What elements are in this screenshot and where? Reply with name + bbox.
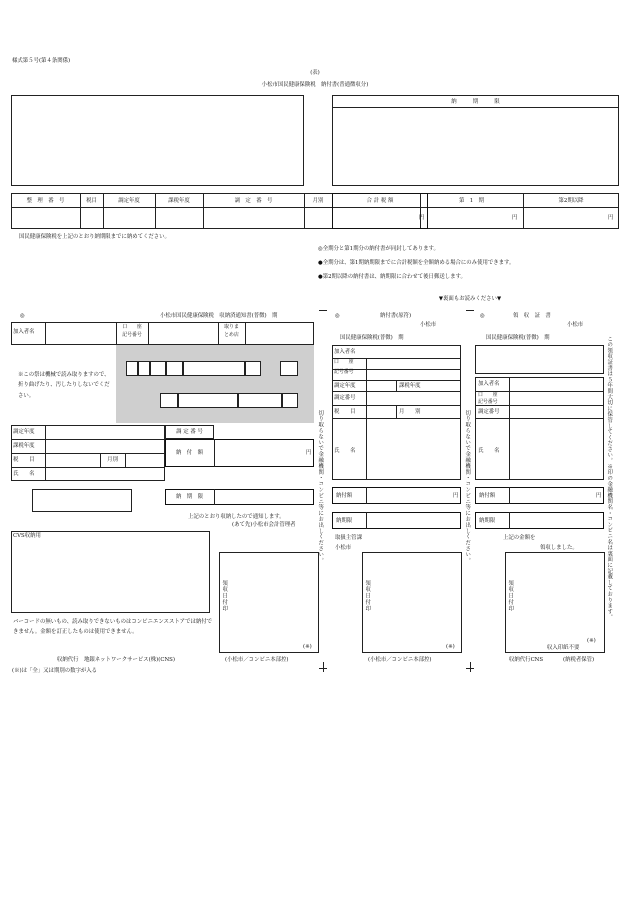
sec1-star: (※) xyxy=(303,644,312,650)
th-month: 月別 xyxy=(312,198,324,204)
sec1-title: 小松市国民健康保険税 収納済通知書(普徴) 期 xyxy=(160,313,278,319)
scan-note: ※この祭は機械で読み取りますので、折り曲げたり、汚したりしないでください。 xyxy=(18,372,110,399)
sec2-stamp-box xyxy=(362,552,462,653)
note-2: ●全期分は、第1期納期限までに合計税額を全額納める場合にのみ使用できます。 xyxy=(318,260,515,266)
sec2-name: 氏 名 xyxy=(334,448,356,454)
due-date-box xyxy=(332,95,619,186)
cvs-label: CVS収納用 xyxy=(13,533,41,539)
sec2-month: 月 別 xyxy=(399,409,421,415)
pay-notice: 国民健康保険税を上記のとおり納期限までに納めてください。 xyxy=(19,234,170,240)
sec2-due-label: 納期限 xyxy=(336,518,353,524)
sec3-footer-agent: 収納代行CNS xyxy=(509,657,544,663)
sec3-received2: 領収しました。 xyxy=(540,545,578,551)
yen-total: 円 xyxy=(419,215,425,221)
sec1-stamp-label: 領収日付印 xyxy=(221,580,228,612)
sec3-top-box xyxy=(475,345,604,374)
sec2-star: (※) xyxy=(446,644,455,650)
sec1-separator: 切り取らないで金融機関・コンビニ等にお出しください。 xyxy=(317,410,324,564)
note-3: ●第2期以降の納付書は、納期限に合わせて後日郵送します。 xyxy=(318,274,466,280)
sec2-tax: 税 目 xyxy=(334,409,356,415)
sec1-row-tyotei: 調定年度 xyxy=(13,429,35,435)
sec2-handler: 取扱主管課 xyxy=(335,535,362,541)
sec2-account2: 記号番号 xyxy=(334,369,354,375)
sec1-row-tax: 税 目 xyxy=(13,457,35,463)
back-note: ▼裏面もお読みください▼ xyxy=(438,296,502,302)
front-label: (表) xyxy=(310,70,320,76)
sec1-tyotei-no-label: 調 定 番 号 xyxy=(176,429,203,435)
sec3-amount-label: 納付額 xyxy=(479,493,496,499)
sec2-subtitle: 国民健康保険税(普徴) 期 xyxy=(340,335,404,341)
sec1-due-label: 納 期 限 xyxy=(176,494,203,500)
sec2-tyotei-no: 調定番号 xyxy=(334,395,356,401)
sec3-mark: ◎ xyxy=(480,313,485,319)
sec1-footer: (小松市／コンビニ本部控) xyxy=(225,657,289,663)
sec3-stamp-label: 領収日付印 xyxy=(507,580,514,612)
form-number: 様式第５号(第４条関係) xyxy=(12,58,71,64)
address-box xyxy=(11,95,304,186)
sec1-stamp-box xyxy=(219,552,319,653)
sec2-amount-yen: 円 xyxy=(453,493,459,499)
sec2-subscriber: 加入者名 xyxy=(334,349,356,355)
sec1-small-box xyxy=(32,489,132,512)
sec2-separator: 切り取らないで金融機関・コンビニ等にお出しください。 xyxy=(464,410,471,564)
sec3-amount-yen: 円 xyxy=(596,493,602,499)
sec3-subtitle: 国民健康保険税(普徴) 期 xyxy=(486,335,550,341)
sec1-received: 上記のとおり収納したので通知します。 xyxy=(188,514,285,520)
ocr-area xyxy=(116,345,314,423)
main-title: 小松市国民健康保険税 納付書(普通徴収分) xyxy=(261,82,369,88)
th-seiri-no: 整 理 番 号 xyxy=(26,198,65,204)
sec3-tyotei-no: 調定番号 xyxy=(478,409,500,415)
sec1-bank-label2: とめ店 xyxy=(224,332,239,338)
sec3-stamp-note: 収入印紙不要 xyxy=(547,645,580,651)
sec2-city: 小松市 xyxy=(420,322,437,328)
sec3-account2: 記号番号 xyxy=(478,399,498,405)
sec1-receiver: (あて先)小松市会計管理者 xyxy=(232,522,296,528)
sec2-stamp-label: 領収日付印 xyxy=(364,580,371,612)
sec1-bank-label: 取りま xyxy=(224,324,239,330)
yen-period1: 円 xyxy=(512,215,518,221)
sec1-mark: ◎ xyxy=(20,313,25,319)
sec2-amount-label: 納付額 xyxy=(336,493,353,499)
sec2-handler-city: 小松市 xyxy=(335,545,352,551)
sec3-received: 上記の金額を xyxy=(503,535,536,541)
sec3-footer: (納税者保管) xyxy=(563,657,595,663)
sec3-due-label: 納期限 xyxy=(479,518,496,524)
due-box-title: 納 期 限 xyxy=(451,99,500,105)
sec2-title: 納付書(原符) xyxy=(380,313,412,319)
sec1-account-label: 口 座 xyxy=(122,324,142,330)
th-tyotei-year: 調定年度 xyxy=(118,198,140,204)
sec3-subscriber: 加入者名 xyxy=(478,381,500,387)
sec3-account: 口 座 xyxy=(478,392,498,398)
th-period1: 第 1 期 xyxy=(459,198,484,204)
sec1-amount-label: 納 付 額 xyxy=(176,450,203,456)
footnote: (※)は「全」又は期別の数字が入る xyxy=(12,668,98,674)
note-1: ◎全期分と第1期分の納付書が同封してあります。 xyxy=(318,246,439,252)
sec3-name: 氏 名 xyxy=(478,448,500,454)
sec3-star: (※) xyxy=(587,638,596,644)
sec1-agent: 収納代行 地銀ネットワークサービス(株)(CNS) xyxy=(57,657,175,663)
sec3-side-note: この領収証書は５年間大切に保管してください。※印の金融機関名・コンビニ名は裏面に記載しております。 xyxy=(606,336,613,621)
th-period2: 第2期以降 xyxy=(558,198,584,204)
barcode-note: バーコードの無いもの、読み取りできないものはコンビニエンスストアでは納付できません。金額を訂正したものは使用できません。 xyxy=(13,619,213,636)
sec3-city: 小松市 xyxy=(567,322,584,328)
th-tyotei-no: 調 定 番 号 xyxy=(234,198,273,204)
th-tax-type: 税目 xyxy=(86,198,97,204)
sec1-row-name: 氏 名 xyxy=(13,471,35,477)
sec1-amount-yen: 円 xyxy=(306,450,312,456)
th-kazei-year: 課税年度 xyxy=(168,198,190,204)
sec1-row-kazei: 課税年度 xyxy=(13,443,35,449)
sec1-top-row xyxy=(11,322,314,345)
th-total: 合 計 税 額 xyxy=(366,198,394,204)
sec2-footer: (小松市／コンビニ本部控) xyxy=(368,657,432,663)
sec1-subscriber-label: 加入者名 xyxy=(13,329,35,335)
sec2-mark: ◎ xyxy=(335,313,340,319)
yen-period2: 円 xyxy=(608,215,614,221)
sec1-month: 月別 xyxy=(107,457,118,463)
sec1-account-label2: 記号番号 xyxy=(122,332,142,338)
sec2-tyotei-year: 調定年度 xyxy=(334,383,356,389)
sec3-title: 領 収 証 書 xyxy=(513,313,551,319)
cvs-box xyxy=(11,531,210,613)
sec2-kazei-year: 課税年度 xyxy=(399,383,421,389)
sec2-account: 口 座 xyxy=(334,359,354,365)
